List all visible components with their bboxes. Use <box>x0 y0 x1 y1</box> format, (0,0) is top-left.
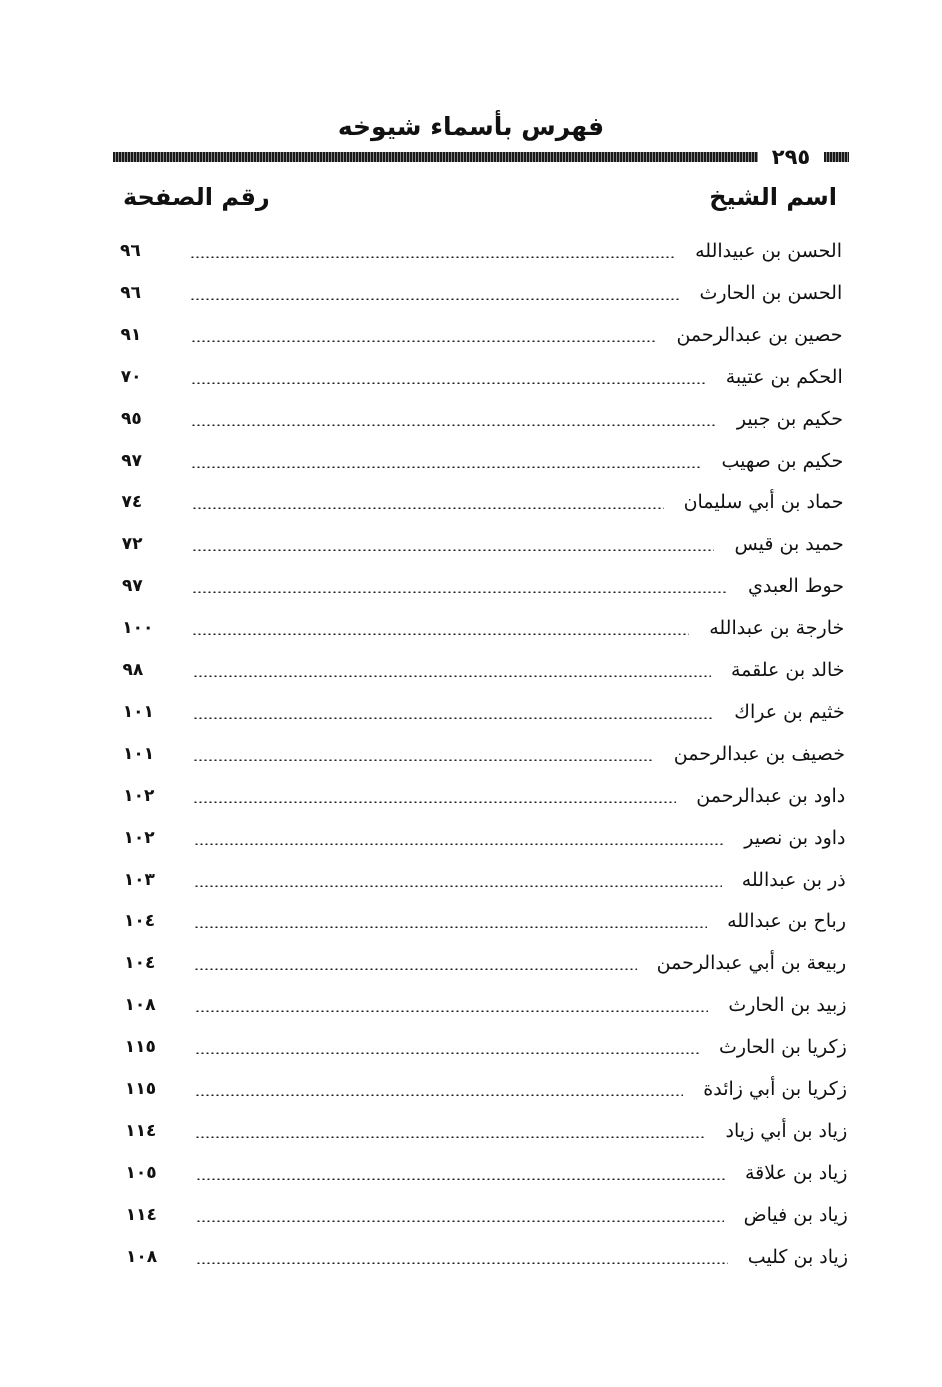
entry-name: حوط العبدي <box>748 575 844 598</box>
entry-name: حكيم بن صهيب <box>721 449 844 472</box>
entry-name: زياد بن أبي زياد <box>725 1119 848 1142</box>
entry-page-number: ١١٥ <box>124 1037 156 1058</box>
dot-leader <box>195 1136 705 1138</box>
dot-leader <box>196 1178 726 1180</box>
index-entry <box>124 906 846 936</box>
dot-leader <box>195 1094 683 1096</box>
page-number: ٢٩٥ <box>771 145 811 169</box>
entry-page-number: ١٠٠ <box>122 618 154 639</box>
entry-page-number: ٧٠ <box>120 366 142 387</box>
index-entry <box>122 613 844 643</box>
index-entry <box>123 697 845 727</box>
index-entry <box>122 487 844 517</box>
index-entry <box>121 446 843 476</box>
header-rule <box>113 147 849 167</box>
dot-leader <box>195 1010 709 1012</box>
index-entry <box>124 865 846 895</box>
entry-page-number: ٩٨ <box>122 660 144 680</box>
index-entry <box>120 278 842 308</box>
index-entry <box>125 1032 847 1062</box>
entry-name: حميد بن قيس <box>734 533 844 556</box>
entry-name: زياد بن علاقة <box>745 1161 848 1184</box>
index-entry <box>123 781 845 811</box>
entry-name: خالد بن علقمة <box>730 659 845 681</box>
dot-leader <box>190 256 675 258</box>
entry-page-number: ١١٥ <box>125 1079 157 1099</box>
entry-page-number: ٧٤ <box>121 492 143 513</box>
index-entry <box>122 529 844 559</box>
entry-name: ذر بن عبدالله <box>741 868 846 891</box>
dot-leader <box>192 549 715 551</box>
index-entry <box>124 823 846 853</box>
entry-name: رباح بن عبدالله <box>727 910 846 933</box>
index-entry <box>125 1074 847 1104</box>
entry-page-number: ١٠١ <box>122 701 154 722</box>
dot-leader <box>196 1262 728 1264</box>
entry-name: زكريا بن أبي زائدة <box>703 1078 847 1100</box>
index-entry <box>126 1200 848 1230</box>
entry-page-number: ٩٥ <box>121 408 142 429</box>
index-entry <box>123 739 845 769</box>
dot-leader <box>193 717 715 719</box>
dot-leader <box>194 843 725 845</box>
entry-page-number: ١٠٥ <box>125 1162 157 1183</box>
entry-name: داود بن عبدالرحمن <box>696 784 846 807</box>
header-rule-short <box>824 152 849 162</box>
dot-leader <box>196 1220 724 1222</box>
dot-leader <box>194 968 636 970</box>
dot-leader <box>190 298 679 300</box>
entry-name: خصيف بن عبدالرحمن <box>673 742 845 765</box>
name-column-heading: اسم الشيخ <box>709 183 837 211</box>
entry-name: الحسن بن الحارث <box>699 281 843 304</box>
entry-page-number: ١٠٤ <box>124 911 156 932</box>
entry-page-number: ١٠٨ <box>126 1246 158 1267</box>
entry-page-number: ٩١ <box>120 324 142 345</box>
index-entry <box>126 1158 848 1188</box>
index-entry <box>120 236 842 266</box>
entry-page-number: ١٠٢ <box>123 827 155 848</box>
entry-name: زياد بن كليب <box>747 1245 848 1268</box>
entry-page-number: ٩٧ <box>122 576 143 597</box>
entry-page-number: ٧٢ <box>121 534 143 555</box>
index-entry <box>121 362 843 392</box>
entry-page-number: ١١٤ <box>125 1204 157 1225</box>
index-entry <box>125 1116 847 1146</box>
index-entry <box>124 948 846 978</box>
page-title: فهرس بأسماء شيوخه <box>337 112 605 141</box>
dot-leader <box>193 675 711 677</box>
entry-name: الحسن بن عبيدالله <box>695 240 842 262</box>
dot-leader <box>193 759 654 761</box>
entry-name: حماد بن أبي سليمان <box>683 491 844 514</box>
dot-leader <box>194 926 707 928</box>
index-entry <box>121 404 843 434</box>
entry-name: خثيم بن عراك <box>734 700 845 723</box>
entry-page-number: ٩٦ <box>120 241 141 261</box>
entry-page-number: ١٠٤ <box>124 953 156 974</box>
entry-name: حكيم بن جبير <box>736 407 843 430</box>
entry-name: الحكم بن عتيبة <box>725 365 843 388</box>
dot-leader <box>191 340 657 342</box>
dot-leader <box>195 1052 699 1054</box>
entry-name: ربيعة بن أبي عبدالرحمن <box>656 952 847 975</box>
entry-name: خارجة بن عبدالله <box>709 617 845 640</box>
entry-page-number: ٩٧ <box>121 450 143 471</box>
dot-leader <box>192 633 689 635</box>
dot-leader <box>192 591 728 593</box>
entry-page-number: ١٠٢ <box>123 785 155 806</box>
entry-page-number: ٩٦ <box>120 282 142 303</box>
dot-leader <box>193 801 676 803</box>
entry-page-number: ١٠١ <box>123 743 155 764</box>
index-entry <box>126 1242 848 1272</box>
entry-name: حصين بن عبدالرحمن <box>676 323 843 346</box>
index-entry <box>123 655 845 685</box>
entry-page-number: ١٠٨ <box>124 995 156 1016</box>
entry-name: زكريا بن الحارث <box>718 1036 847 1059</box>
dot-leader <box>194 885 722 887</box>
page-column-heading: رقم الصفحة <box>123 183 270 211</box>
index-entry <box>121 320 843 350</box>
entry-page-number: ١٠٣ <box>123 869 155 890</box>
entry-name: داود بن نصير <box>744 826 846 849</box>
dot-leader <box>192 507 664 509</box>
entry-name: زياد بن فياض <box>743 1203 848 1226</box>
header-rule-long <box>113 152 758 162</box>
index-entry <box>125 990 847 1020</box>
entry-page-number: ١١٤ <box>125 1120 157 1141</box>
index-entry <box>122 571 844 601</box>
dot-leader <box>191 382 706 384</box>
dot-leader <box>191 424 717 426</box>
entry-name: زبيد بن الحارث <box>728 994 847 1017</box>
dot-leader <box>191 466 701 468</box>
